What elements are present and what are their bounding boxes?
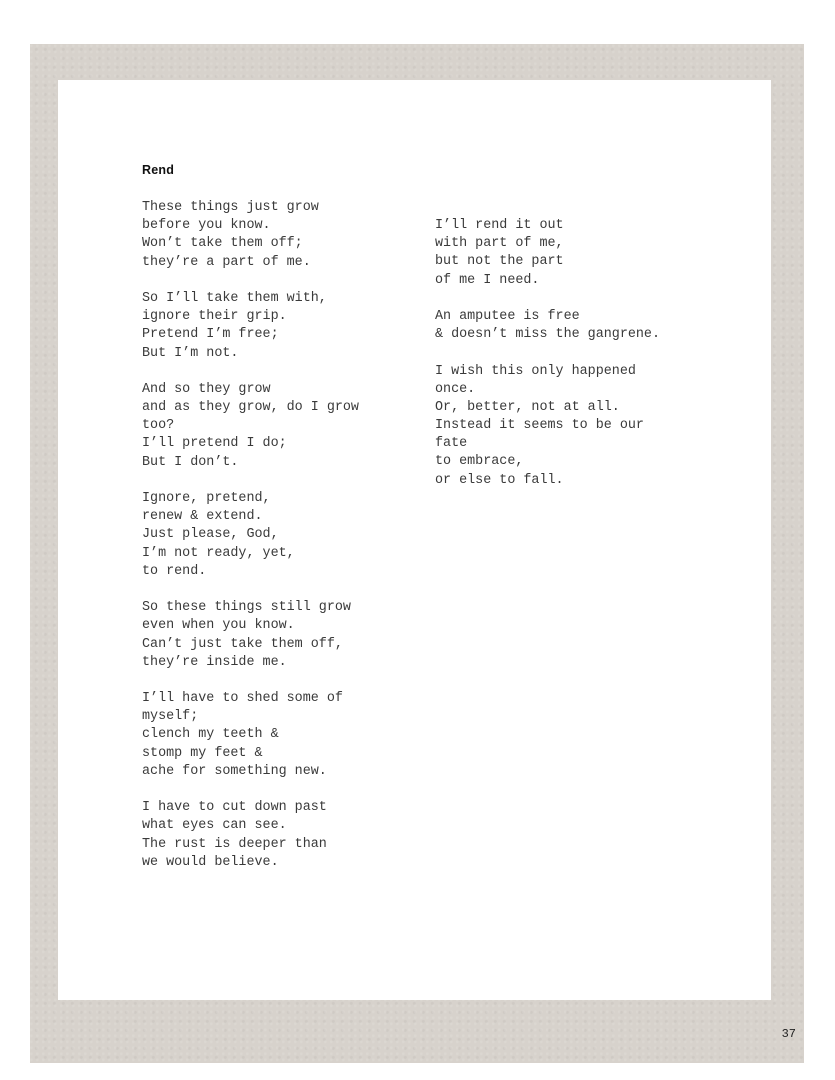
poem-line: myself; bbox=[142, 709, 199, 725]
poem-line: before you know. bbox=[142, 218, 271, 234]
poem-line: I have to cut down past bbox=[142, 800, 327, 816]
poem-line: fate bbox=[435, 436, 468, 452]
poem-line: So I’ll take them with, bbox=[142, 290, 327, 306]
poem-line: These things just grow bbox=[142, 200, 319, 215]
poem-line: Pretend I’m free; bbox=[142, 327, 279, 343]
poem-line: But I don’t. bbox=[142, 454, 239, 470]
stanza bbox=[142, 490, 359, 581]
poem-line: clench my teeth & bbox=[142, 727, 279, 743]
poem-line: ache for something new. bbox=[142, 763, 327, 779]
stanza bbox=[435, 363, 660, 490]
poem-line: but not the part bbox=[435, 254, 564, 270]
poem-line: too? bbox=[142, 418, 175, 434]
poem-line: and as they grow, do I grow bbox=[142, 400, 359, 416]
poem-line: Just please, God, bbox=[142, 527, 279, 543]
poem-line: An amputee is free bbox=[435, 308, 580, 324]
poem-line: they’re a part of me. bbox=[142, 254, 311, 270]
poem-line: Can’t just take them off, bbox=[142, 636, 343, 652]
poem-line: Ignore, pretend, bbox=[142, 491, 271, 506]
poem-line: or else to fall. bbox=[435, 472, 564, 488]
poem-line: what eyes can see. bbox=[142, 818, 287, 834]
page-number: 37 bbox=[781, 1027, 796, 1041]
poem-line: The rust is deeper than bbox=[142, 836, 327, 852]
poem-line: & doesn’t miss the gangrene. bbox=[435, 327, 660, 343]
poem-line: I’ll have to shed some of bbox=[142, 691, 343, 707]
poem-line: And so they grow bbox=[142, 381, 271, 397]
poem-line: Or, better, not at all. bbox=[435, 399, 620, 415]
poem-line: I’ll pretend I do; bbox=[142, 436, 287, 452]
right-column bbox=[435, 217, 660, 508]
poem-line: Won’t take them off; bbox=[142, 236, 303, 252]
stanza bbox=[142, 690, 359, 781]
poem-line: we would believe. bbox=[142, 854, 279, 870]
poem-line: But I’m not. bbox=[142, 345, 239, 361]
poem-line: renew & extend. bbox=[142, 509, 263, 525]
stanza bbox=[142, 290, 359, 363]
poem-line: ignore their grip. bbox=[142, 309, 287, 325]
stanza bbox=[142, 799, 359, 872]
poem-line: I’ll rend it out bbox=[435, 218, 564, 233]
poem-line: with part of me, bbox=[435, 236, 564, 252]
stanza bbox=[142, 599, 359, 672]
stanza bbox=[435, 308, 660, 344]
poem-line: I’m not ready, yet, bbox=[142, 545, 295, 561]
poem-line: once. bbox=[435, 381, 476, 397]
poem-line: I wish this only happened bbox=[435, 363, 636, 379]
poem-line: of me I need. bbox=[435, 272, 540, 288]
left-column bbox=[142, 199, 359, 890]
poem-line: to embrace, bbox=[435, 454, 524, 470]
poem-line: they’re inside me. bbox=[142, 654, 287, 670]
poem-line: stomp my feet & bbox=[142, 745, 263, 761]
stanza bbox=[435, 217, 660, 290]
poem-line: even when you know. bbox=[142, 618, 295, 634]
stanza bbox=[142, 381, 359, 472]
poem-line: Instead it seems to be our bbox=[435, 418, 644, 434]
stanza bbox=[142, 199, 359, 272]
poem-title: Rend bbox=[142, 163, 175, 177]
poem-line: to rend. bbox=[142, 563, 207, 579]
poem-line: So these things still grow bbox=[142, 600, 351, 616]
